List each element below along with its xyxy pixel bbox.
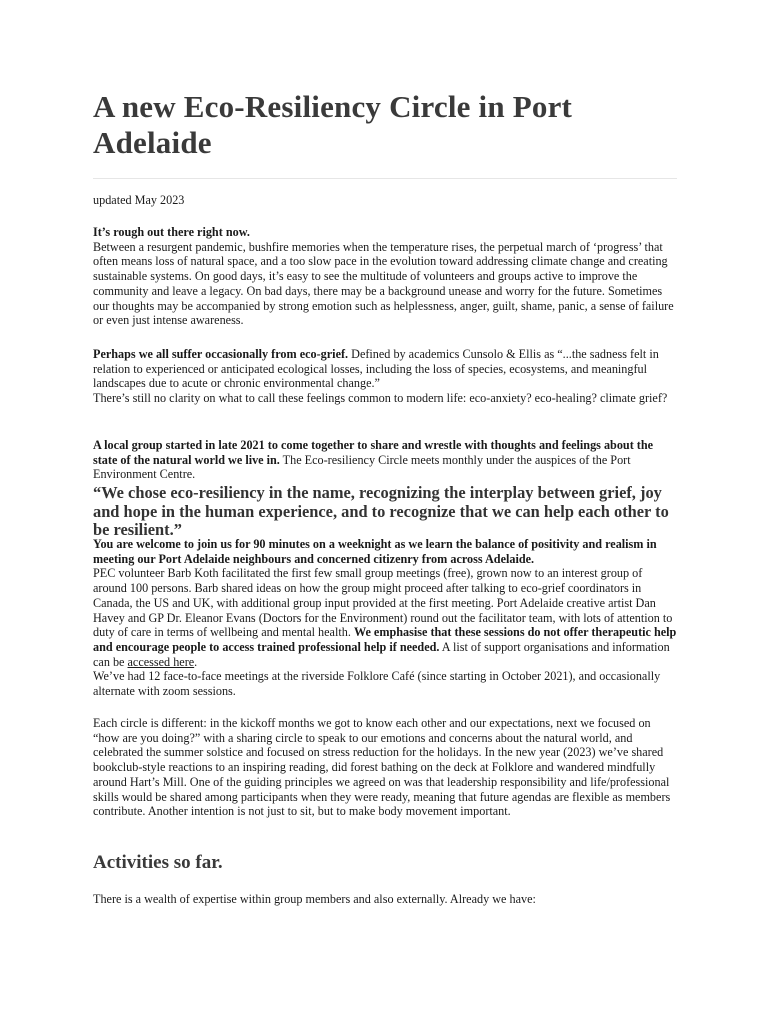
- activities-heading: Activities so far.: [93, 852, 223, 873]
- local-group-paragraph: [93, 438, 677, 482]
- title-divider: [93, 178, 677, 179]
- local-group-body: The Eco-resiliency Circle meets monthly under the auspices of the Port Environment Centre.: [93, 452, 631, 482]
- support-period: .: [194, 654, 198, 669]
- eco-grief-definition: Defined by academics Cunsolo & Ellis as “...the sadness felt in relation to experienced or anticipated ecological losses, including the loss of species, ecosystems, and meaningful landscapes due to acute or chronic environmental change.”: [93, 347, 659, 391]
- meetings-count-text: We’ve had 12 face-to-face meetings at the riverside Folklore Café (since starting in October 2021), and occasionally alternate with zoom sessions.: [93, 669, 661, 699]
- pull-quote: “We chose eco-resiliency in the name, recognizing the interplay between grief, joy and hope in the human experience, and to recognize that we can help each other to be resilient.”: [93, 483, 669, 540]
- activities-intro: There is a wealth of expertise within group members and also externally. Already we have:: [93, 892, 536, 906]
- circles-paragraph: [93, 716, 677, 819]
- eco-grief-lead: Perhaps we all suffer occasionally from eco-grief.: [93, 347, 349, 361]
- intro-paragraph: [93, 225, 677, 328]
- eco-grief-question: There’s still no clarity on what to call these feelings common to modern life: eco-anxiety? eco-healing? climate grief?: [93, 391, 668, 406]
- intro-lead: It’s rough out there right now.: [93, 225, 250, 239]
- support-link[interactable]: accessed here: [127, 654, 195, 669]
- disclaimer-text: We emphasise that these sessions do not offer therapeutic help and encourage people to access trained professional help if needed.: [93, 625, 677, 654]
- eco-grief-paragraph: [93, 347, 677, 406]
- welcome-lead: You are welcome to join us for 90 minutes on a weeknight as we learn the balance of positivity and realism in meeting our Port Adelaide neighbours and concerned citizenry from across Adelaide.: [93, 537, 657, 566]
- local-group-lead: A local group started in late 2021 to come together to share and wrestle with thoughts and feelings about the state of the natural world we live in.: [93, 438, 654, 467]
- welcome-paragraph: [93, 537, 677, 699]
- support-text: A list of support organisations and information can be: [93, 639, 670, 669]
- facilitators-body: PEC volunteer Barb Koth facilitated the first few small group meetings (free), grown now to an interest group of around 100 persons. Barb shared ideas on how the group might proceed after talking to eco-grief coordinators in Canada, the US and UK, with additional group input provided at the first meeting. Port Adelaide creative artist Dan Havey and GP Dr. Eleanor Evans (Doctors for the Environment) round out the facilitator team, with lots of attention to duty of care in terms of wellbeing and mental health.: [93, 566, 673, 640]
- page-title: A new Eco-Resiliency Circle in Port Adelaide: [93, 89, 573, 160]
- circles-body: Each circle is different: in the kickoff months we got to know each other and our expectations, next we focused on “how are you doing?” with a sharing circle to speak to our emotions and concerns about the natural world, and celebrated the summer solstice and focused on stress reduction for the holidays. In the new year (2023) we’ve shared bookclub-style reactions to an inspiring reading, did forest bathing on the deck at Folklore and wandered mindfully around Hart’s Mill. One of the guiding principles we agreed on was that leadership responsibility and life/professional skills would be shared among participants when they were ready, meaning that future agendas are flexible as members contribute. Another intention is not just to sit, but to make body movement important.: [93, 716, 671, 819]
- intro-body: Between a resurgent pandemic, bushfire memories when the temperature rises, the perpetual march of ‘progress’ that often means loss of natural space, and a too slow pace in the evolution toward addressing climate change and creating sustainable systems. On good days, it’s easy to see the multitude of volunteers and groups active to improve the community and leave a legacy. On bad days, there may be a background unease and worry for the future. Sometimes our thoughts may be accompanied by strong emotion such as helplessness, anger, guilt, shame, panic, a sense of failure or even just intense awareness.: [93, 239, 674, 328]
- updated-date: updated May 2023: [93, 193, 185, 207]
